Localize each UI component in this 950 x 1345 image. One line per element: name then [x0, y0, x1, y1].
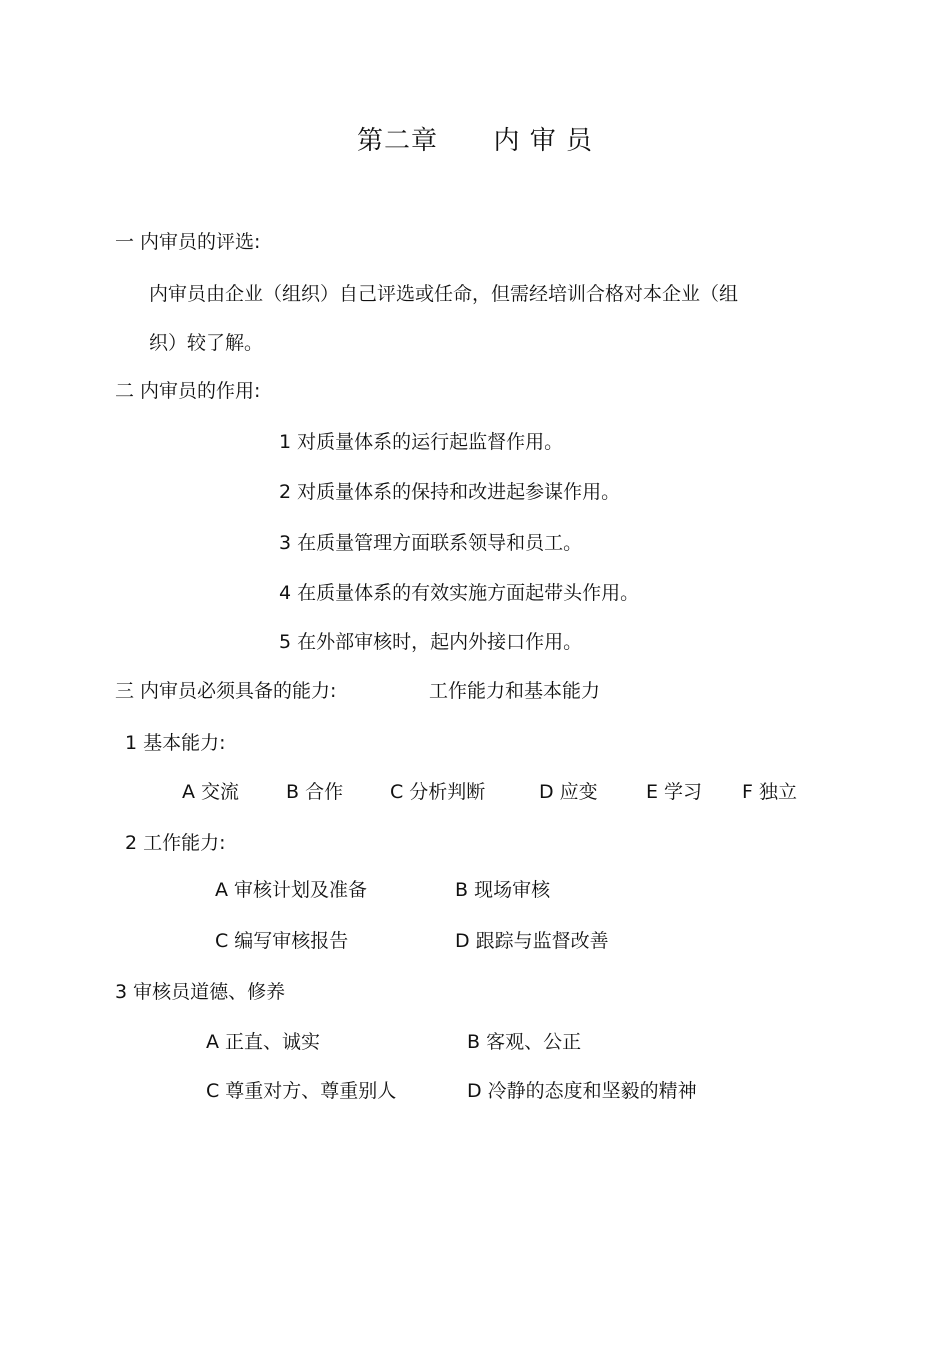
work-ability-item: D 跟踪与监督改善 [455, 930, 609, 952]
basic-ability-item: B 合作 [286, 781, 344, 803]
role-item: 2 对质量体系的保持和改进起参谋作用。 [279, 481, 621, 503]
basic-ability-item: E 学习 [646, 781, 703, 803]
section-2-heading: 二 内审员的作用: [115, 380, 261, 402]
work-ability-heading: 2 工作能力: [125, 832, 226, 854]
basic-ability-item: F 独立 [742, 781, 797, 803]
chapter-title: 第二章 内 审 员 [356, 126, 594, 156]
section-1-heading: 一 内审员的评选: [115, 231, 261, 253]
ethics-item: D 冷静的态度和坚毅的精神 [467, 1080, 697, 1102]
section-1-paragraph-line-2: 织）较了解。 [149, 332, 264, 354]
ethics-heading: 3 审核员道德、修养 [115, 981, 286, 1003]
role-item: 1 对质量体系的运行起监督作用。 [279, 431, 564, 453]
section-1-paragraph-line-1: 内审员由企业（组织）自己评选或任命，但需经培训合格对本企业（组 [149, 283, 739, 305]
ethics-item: A 正直、诚实 [206, 1031, 321, 1053]
role-item: 5 在外部审核时，起内外接口作用。 [279, 631, 583, 653]
basic-ability-list [0, 779, 950, 805]
role-item: 3 在质量管理方面联系领导和员工。 [279, 532, 583, 554]
work-ability-item: B 现场审核 [455, 879, 551, 901]
section-3-heading-right: 工作能力和基本能力 [429, 680, 601, 702]
work-ability-item: C 编写审核报告 [215, 930, 349, 952]
basic-ability-item: D 应变 [539, 781, 598, 803]
work-ability-item: A 审核计划及准备 [215, 879, 368, 901]
basic-ability-heading: 1 基本能力: [125, 732, 226, 754]
role-item: 4 在质量体系的有效实施方面起带头作用。 [279, 582, 640, 604]
ethics-item: B 客观、公正 [467, 1031, 582, 1053]
section-3-heading: 三 内审员必须具备的能力: [115, 680, 337, 702]
ethics-item: C 尊重对方、尊重别人 [206, 1080, 397, 1102]
basic-ability-item: A 交流 [182, 781, 240, 803]
basic-ability-item: C 分析判断 [390, 781, 486, 803]
